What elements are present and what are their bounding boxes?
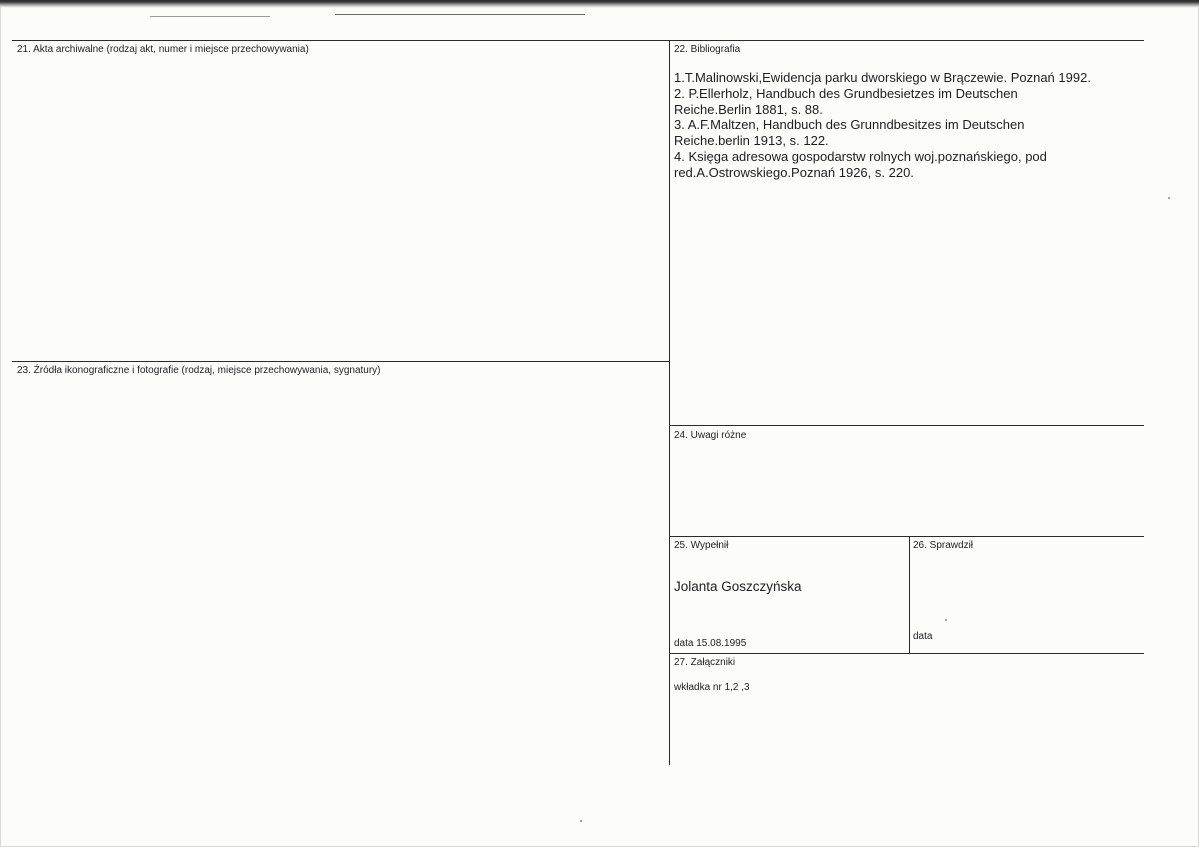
section-27-label: 27. Załączniki (674, 657, 736, 668)
bibliography-entry: 2. P.Ellerholz, Handbuch des Grundbesietzes im Deutschen Reiche.Berlin 1881, s. 88. (674, 85, 1018, 117)
filled-by-name: Jolanta Goszczyńska (674, 579, 802, 594)
section-23-label: 23. Źródła ikonograficzne i fotografie (rodzaj, miejsce przechowywania, sygnatury) (17, 365, 381, 376)
scan-speck (1168, 197, 1170, 199)
checked-date: data (913, 631, 933, 642)
scan-artifact-line (150, 16, 270, 17)
section-24-label: 24. Uwagi różne (674, 430, 747, 441)
scan-artifact-line (335, 14, 585, 15)
scan-speck (580, 820, 582, 822)
divider-21-23 (12, 361, 669, 362)
divider-25-26 (909, 536, 910, 653)
divider-22-24 (669, 425, 1144, 426)
attachments-value: wkładka nr 1,2 ,3 (674, 682, 750, 693)
filled-date: data 15.08.1995 (674, 638, 747, 649)
section-26-label: 26. Sprawdził (913, 540, 974, 551)
bibliography-entry: 4. Księga adresowa gospodarstw rolnych woj.poznańskiego, pod red.A.Ostrowskiego.Poznań 1926, s. 220. (674, 148, 1047, 180)
bibliography-list (674, 70, 1154, 181)
top-border-line (12, 40, 1144, 41)
center-divider-line (669, 40, 670, 765)
scan-top-edge (0, 0, 1199, 8)
section-21-label: 21. Akta archiwalne (rodzaj akt, numer i miejsce przechowywania) (17, 44, 309, 55)
bibliography-entry: 3. A.F.Maltzen, Handbuch des Grunndbesitzes im Deutschen Reiche.berlin 1913, s. 122. (674, 117, 1025, 149)
scan-speck (945, 619, 947, 621)
bibliography-entry: 1.T.Malinowski,Ewidencja parku dworskiego w Brączewie. Poznań 1992. (674, 70, 1091, 85)
divider-24-25 (669, 536, 1144, 537)
divider-25-27 (669, 653, 1144, 654)
section-25-label: 25. Wypełnił (674, 540, 729, 551)
section-22-label: 22. Bibliografia (674, 44, 741, 55)
